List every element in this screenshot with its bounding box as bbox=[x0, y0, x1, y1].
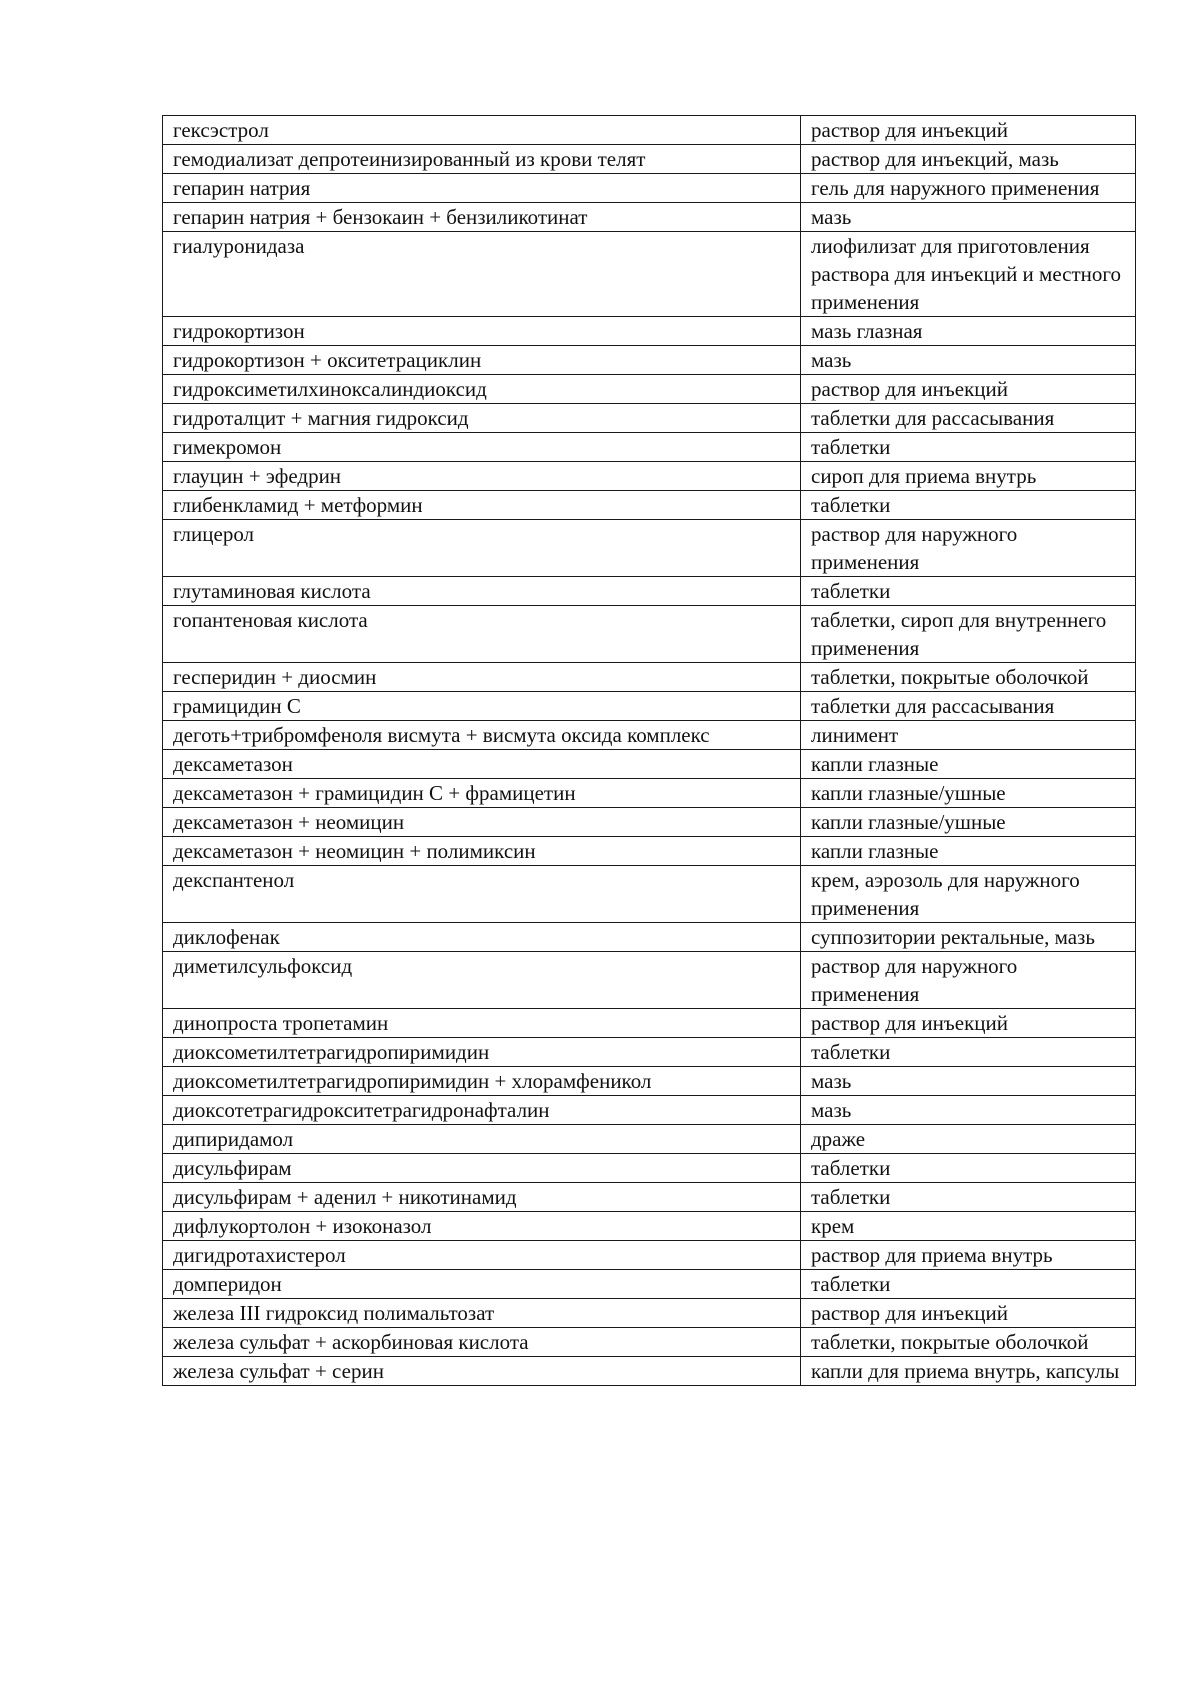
dosage-form-cell: крем bbox=[801, 1212, 1136, 1241]
drug-table bbox=[162, 115, 1136, 1386]
table-row bbox=[163, 837, 1136, 866]
drug-name-cell: гесперидин + диосмин bbox=[163, 663, 801, 692]
table-row bbox=[163, 1038, 1136, 1067]
drug-name-cell: железа III гидроксид полимальтозат bbox=[163, 1299, 801, 1328]
drug-name-cell: глибенкламид + метформин bbox=[163, 491, 801, 520]
drug-name-cell: гидроксиметилхиноксалиндиоксид bbox=[163, 375, 801, 404]
drug-name-cell: дипиридамол bbox=[163, 1125, 801, 1154]
dosage-form-cell: драже bbox=[801, 1125, 1136, 1154]
dosage-form-cell: раствор для инъекций, мазь bbox=[801, 145, 1136, 174]
table-row bbox=[163, 462, 1136, 491]
dosage-form-cell: таблетки bbox=[801, 433, 1136, 462]
drug-name-cell: гидроталцит + магния гидроксид bbox=[163, 404, 801, 433]
dosage-form-cell: раствор для инъекций bbox=[801, 1299, 1136, 1328]
drug-name-cell: дексаметазон bbox=[163, 750, 801, 779]
drug-name-cell: диоксотетрагидрокситетрагидронафталин bbox=[163, 1096, 801, 1125]
table-row bbox=[163, 952, 1136, 1009]
table-row bbox=[163, 404, 1136, 433]
drug-name-cell: глутаминовая кислота bbox=[163, 577, 801, 606]
dosage-form-cell: раствор для приема внутрь bbox=[801, 1241, 1136, 1270]
table-row bbox=[163, 232, 1136, 317]
drug-name-cell: декспантенол bbox=[163, 866, 801, 923]
table-row bbox=[163, 692, 1136, 721]
table-row bbox=[163, 1009, 1136, 1038]
dosage-form-cell: таблетки для рассасывания bbox=[801, 404, 1136, 433]
drug-name-cell: диоксометилтетрагидропиримидин bbox=[163, 1038, 801, 1067]
drug-name-cell: дисульфирам + аденил + никотинамид bbox=[163, 1183, 801, 1212]
dosage-form-cell: таблетки, сироп для внутреннего применения bbox=[801, 606, 1136, 663]
drug-name-cell: дифлукортолон + изоконазол bbox=[163, 1212, 801, 1241]
table-row bbox=[163, 1067, 1136, 1096]
drug-name-cell: диклофенак bbox=[163, 923, 801, 952]
table-row bbox=[163, 1212, 1136, 1241]
dosage-form-cell: гель для наружного применения bbox=[801, 174, 1136, 203]
table-row bbox=[163, 1270, 1136, 1299]
table-row bbox=[163, 923, 1136, 952]
dosage-form-cell: суппозитории ректальные, мазь bbox=[801, 923, 1136, 952]
table-row bbox=[163, 116, 1136, 145]
table-row bbox=[163, 663, 1136, 692]
drug-name-cell: железа сульфат + аскорбиновая кислота bbox=[163, 1328, 801, 1357]
dosage-form-cell: таблетки, покрытые оболочкой bbox=[801, 663, 1136, 692]
drug-name-cell: гимекромон bbox=[163, 433, 801, 462]
dosage-form-cell: мазь глазная bbox=[801, 317, 1136, 346]
dosage-form-cell: таблетки bbox=[801, 1183, 1136, 1212]
table-row bbox=[163, 779, 1136, 808]
drug-name-cell: гексэстрол bbox=[163, 116, 801, 145]
drug-name-cell: гопантеновая кислота bbox=[163, 606, 801, 663]
table-row bbox=[163, 174, 1136, 203]
table-row bbox=[163, 145, 1136, 174]
drug-name-cell: гидрокортизон bbox=[163, 317, 801, 346]
table-row bbox=[163, 1183, 1136, 1212]
dosage-form-cell: капли глазные bbox=[801, 837, 1136, 866]
dosage-form-cell: раствор для инъекций bbox=[801, 375, 1136, 404]
dosage-form-cell: капли глазные/ушные bbox=[801, 779, 1136, 808]
table-row bbox=[163, 1357, 1136, 1386]
dosage-form-cell: мазь bbox=[801, 346, 1136, 375]
dosage-form-cell: крем, аэрозоль для наружного применения bbox=[801, 866, 1136, 923]
drug-name-cell: диметилсульфоксид bbox=[163, 952, 801, 1009]
dosage-form-cell: таблетки bbox=[801, 1270, 1136, 1299]
table-row bbox=[163, 1328, 1136, 1357]
dosage-form-cell: мазь bbox=[801, 203, 1136, 232]
dosage-form-cell: таблетки bbox=[801, 1038, 1136, 1067]
drug-name-cell: гепарин натрия bbox=[163, 174, 801, 203]
drug-name-cell: деготь+трибромфеноля висмута + висмута оксида комплекс bbox=[163, 721, 801, 750]
table-row bbox=[163, 433, 1136, 462]
dosage-form-cell: таблетки bbox=[801, 1154, 1136, 1183]
table-row bbox=[163, 606, 1136, 663]
table-row bbox=[163, 750, 1136, 779]
table-row bbox=[163, 1154, 1136, 1183]
dosage-form-cell: линимент bbox=[801, 721, 1136, 750]
table-row bbox=[163, 491, 1136, 520]
dosage-form-cell: раствор для наружного применения bbox=[801, 520, 1136, 577]
dosage-form-cell: капли глазные/ушные bbox=[801, 808, 1136, 837]
dosage-form-cell: таблетки bbox=[801, 491, 1136, 520]
drug-name-cell: грамицидин С bbox=[163, 692, 801, 721]
dosage-form-cell: раствор для инъекций bbox=[801, 116, 1136, 145]
dosage-form-cell: капли глазные bbox=[801, 750, 1136, 779]
drug-name-cell: железа сульфат + серин bbox=[163, 1357, 801, 1386]
dosage-form-cell: капли для приема внутрь, капсулы bbox=[801, 1357, 1136, 1386]
drug-name-cell: гиалуронидаза bbox=[163, 232, 801, 317]
drug-name-cell: домперидон bbox=[163, 1270, 801, 1299]
table-row bbox=[163, 1241, 1136, 1270]
table-row bbox=[163, 520, 1136, 577]
drug-name-cell: дисульфирам bbox=[163, 1154, 801, 1183]
table-row bbox=[163, 866, 1136, 923]
drug-name-cell: гидрокортизон + окситетрациклин bbox=[163, 346, 801, 375]
drug-name-cell: дексаметазон + неомицин bbox=[163, 808, 801, 837]
table-row bbox=[163, 721, 1136, 750]
drug-name-cell: дексаметазон + неомицин + полимиксин bbox=[163, 837, 801, 866]
table-row bbox=[163, 1096, 1136, 1125]
drug-name-cell: диоксометилтетрагидропиримидин + хлорамфеникол bbox=[163, 1067, 801, 1096]
table-row bbox=[163, 808, 1136, 837]
drug-name-cell: дигидротахистерол bbox=[163, 1241, 801, 1270]
table-row bbox=[163, 577, 1136, 606]
dosage-form-cell: раствор для наружного применения bbox=[801, 952, 1136, 1009]
drug-table-body bbox=[163, 116, 1136, 1386]
table-row bbox=[163, 375, 1136, 404]
drug-name-cell: динопроста тропетамин bbox=[163, 1009, 801, 1038]
dosage-form-cell: таблетки для рассасывания bbox=[801, 692, 1136, 721]
dosage-form-cell: мазь bbox=[801, 1067, 1136, 1096]
drug-name-cell: гепарин натрия + бензокаин + бензиликотинат bbox=[163, 203, 801, 232]
table-row bbox=[163, 1299, 1136, 1328]
table-row bbox=[163, 1125, 1136, 1154]
drug-name-cell: гемодиализат депротеинизированный из крови телят bbox=[163, 145, 801, 174]
drug-name-cell: глауцин + эфедрин bbox=[163, 462, 801, 491]
dosage-form-cell: сироп для приема внутрь bbox=[801, 462, 1136, 491]
dosage-form-cell: таблетки, покрытые оболочкой bbox=[801, 1328, 1136, 1357]
drug-name-cell: дексаметазон + грамицидин С + фрамицетин bbox=[163, 779, 801, 808]
dosage-form-cell: мазь bbox=[801, 1096, 1136, 1125]
dosage-form-cell: лиофилизат для приготовления раствора для инъекций и местного применения bbox=[801, 232, 1136, 317]
drug-name-cell: глицерол bbox=[163, 520, 801, 577]
table-row bbox=[163, 317, 1136, 346]
dosage-form-cell: таблетки bbox=[801, 577, 1136, 606]
table-row bbox=[163, 346, 1136, 375]
dosage-form-cell: раствор для инъекций bbox=[801, 1009, 1136, 1038]
table-row bbox=[163, 203, 1136, 232]
